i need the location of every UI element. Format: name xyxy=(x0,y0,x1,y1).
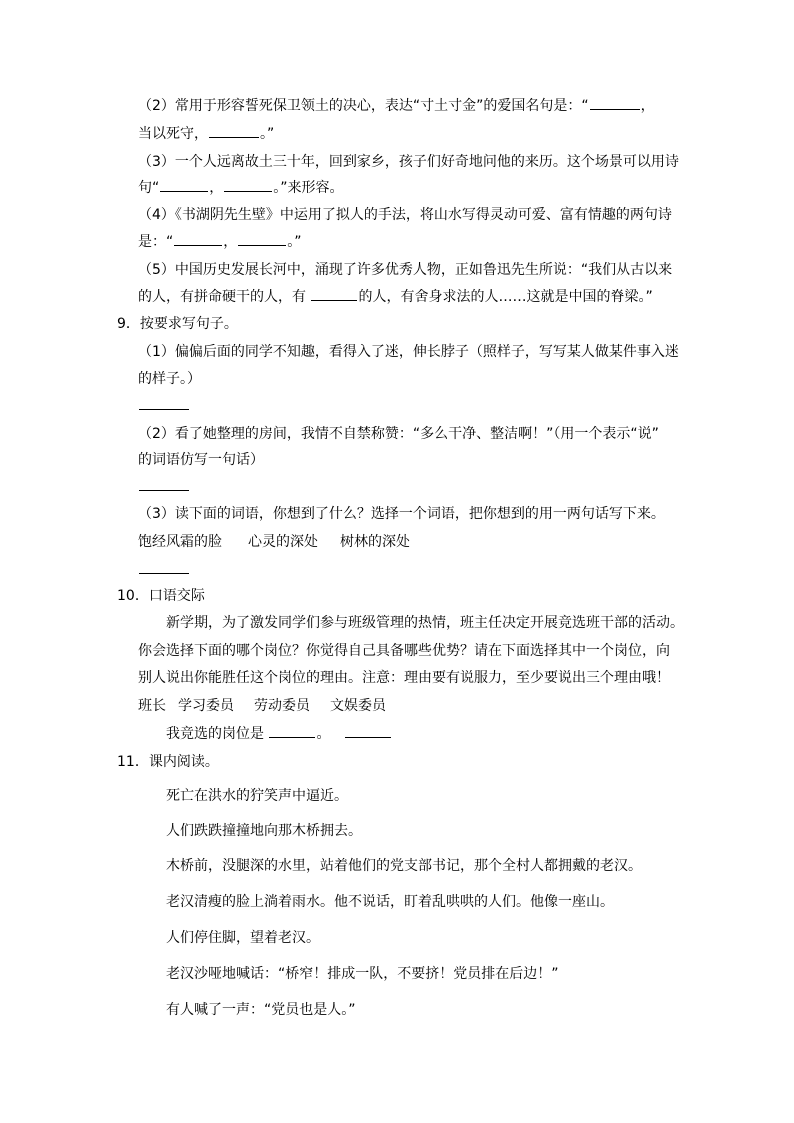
q8-item-3-line-2: 句“ ， 。”来形容。 xyxy=(138,180,344,196)
passage-paragraph: 人们停住脚，望着老汉。 xyxy=(166,930,320,946)
answer-blank[interactable] xyxy=(590,97,640,110)
passage-paragraph: 有人喊了一声：“党员也是人。” xyxy=(166,1002,356,1018)
q8-item-2-line-2: 当以死守， 。” xyxy=(138,126,275,142)
word-option: 饱经风霜的脸 xyxy=(138,534,222,550)
q9-item-1-answer xyxy=(138,396,190,416)
answer-blank[interactable] xyxy=(174,233,222,246)
answer-blank[interactable] xyxy=(160,179,208,192)
question-9-heading: 9．按要求写句子。 xyxy=(117,316,238,332)
passage-paragraph: 老汉清瘦的脸上淌着雨水。他不说话，盯着乱哄哄的人们。他像一座山。 xyxy=(166,894,614,910)
q9-item-1-line-1: （1）偏偏后面的同学不知趣，看得入了迷，伸长脖子（照样子，写写某人做某件事入迷 xyxy=(138,344,679,360)
passage-paragraph: 人们跌跌撞撞地向那木桥拥去。 xyxy=(166,823,362,839)
answer-blank[interactable] xyxy=(139,561,189,574)
q10-paragraph-line-2: 你会选择下面的哪个岗位？你觉得自己具备哪些优势？请在下面选择其中一个岗位，向 xyxy=(138,643,670,659)
q9-item-3-line-1: （3）读下面的词语，你想到了什么？选择一个词语，把你想到的用一两句话写下来。 xyxy=(138,506,665,522)
answer-blank[interactable] xyxy=(345,725,391,738)
q9-item-2-answer xyxy=(138,477,190,497)
q10-positions xyxy=(138,696,386,716)
q9-item-3-words xyxy=(138,532,410,552)
position-option: 文娱委员 xyxy=(330,698,386,714)
answer-blank[interactable] xyxy=(224,179,272,192)
q10-paragraph-line-1: 新学期，为了激发同学们参与班级管理的热情，班主任决定开展竞选班干部的活动。 xyxy=(166,615,684,631)
q10-paragraph-line-3: 别人说出你能胜任这个岗位的理由。注意：理由要有说服力，至少要说出三个理由哦！ xyxy=(138,670,670,686)
question-11-heading: 11．课内阅读。 xyxy=(117,754,219,770)
q8-item-3-line-1: （3）一个人远离故土三十年，回到家乡，孩子们好奇地问他的来历。这个场景可以用诗 xyxy=(138,154,679,170)
q10-answer-line: 我竞选的岗位是 。 xyxy=(166,724,392,744)
answer-blank[interactable] xyxy=(139,478,189,491)
q9-item-2-line-1: （2）看了她整理的房间，我情不自禁称赞：“多么干净、整洁啊！”（用一个表示“说” xyxy=(138,426,659,442)
q9-item-3-answer xyxy=(138,560,190,580)
q8-item-2-line-1: （2）常用于形容誓死保卫领土的决心，表达“寸土寸金”的爱国名句是：“ ， xyxy=(138,98,655,114)
q8-item-5-line-1: （5）中国历史发展长河中，涌现了许多优秀人物，正如鲁迅先生所说：“我们从古以来 xyxy=(138,262,673,278)
passage-paragraph: 老汉沙哑地喊话：“桥窄！排成一队，不要挤！党员排在后边！” xyxy=(166,966,559,982)
passage-paragraph: 木桥前，没腿深的水里，站着他们的党支部书记，那个全村人都拥戴的老汉。 xyxy=(166,858,642,874)
q9-item-2-line-2: 的词语仿写一句话） xyxy=(138,452,264,468)
position-option: 班长 xyxy=(138,698,166,714)
q8-item-4-line-1: （4）《书湖阴先生壁》中运用了拟人的手法，将山水写得灵动可爱、富有情趣的两句诗 xyxy=(138,207,672,223)
word-option: 树林的深处 xyxy=(340,534,410,550)
answer-blank[interactable] xyxy=(238,233,286,246)
answer-blank[interactable] xyxy=(269,725,315,738)
answer-blank[interactable] xyxy=(311,288,357,301)
q8-item-4-line-2: 是：“ ， 。” xyxy=(138,234,302,250)
position-option: 学习委员 xyxy=(178,698,234,714)
position-option: 劳动委员 xyxy=(254,698,310,714)
answer-blank[interactable] xyxy=(139,397,189,410)
answer-blank[interactable] xyxy=(209,125,259,138)
passage-paragraph: 死亡在洪水的狞笑声中逼近。 xyxy=(166,788,348,804)
word-option: 心灵的深处 xyxy=(248,534,318,550)
q8-item-5-line-2: 的人，有拼命硬干的人，有 的人，有舍身求法的人……这就是中国的脊梁。” xyxy=(138,289,653,305)
q9-item-1-line-2: 的样子。） xyxy=(138,371,201,387)
question-10-heading: 10．口语交际 xyxy=(117,588,205,604)
